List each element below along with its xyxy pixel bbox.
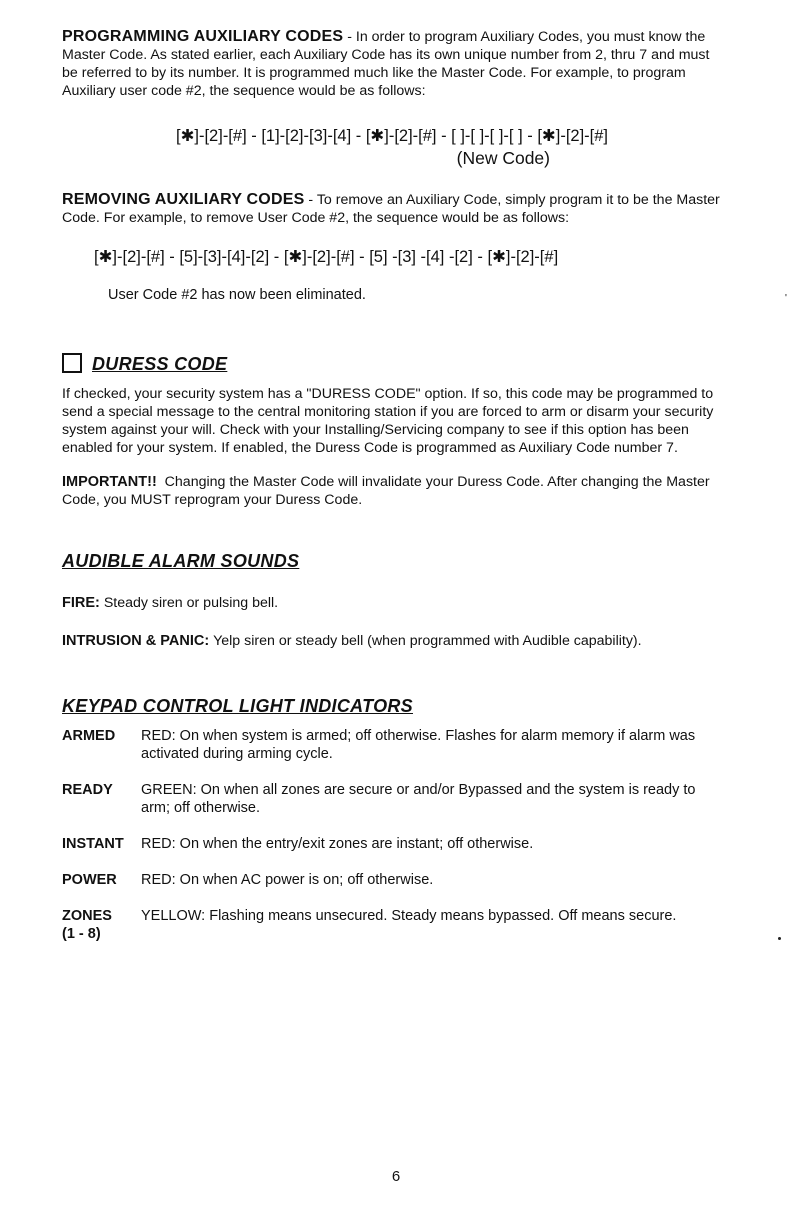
programming-title: PROGRAMMING AUXILIARY CODES (62, 28, 344, 45)
fire-line (62, 594, 722, 612)
removal-note: User Code #2 has now been eliminated. (108, 287, 366, 303)
removing-title: REMOVING AUXILIARY CODES (62, 191, 305, 208)
duress-body: If checked, your security system has a "DURESS CODE" option. If so, this code may be programmed to send a special message to the central monitoring station if you are forced to arm or disarm your security system against your will. Check with your Installing/Servicing company to see if this option has been enabled for your system. If enabled, the Duress Code is programmed as Auxiliary Code number 7. (62, 386, 714, 456)
programming-sequence: [✱]-[2]-[#] - [1]-[2]-[3]-[4] - [✱]-[2]-[#] - [ ]-[ ]-[ ]-[ ] - [✱]-[2]-[#] (175, 127, 609, 145)
removing-body: To remove an Auxiliary Code, simply program it to be the Master Code. For example, to remove User Code #2, the sequence would be as follows: (62, 192, 720, 226)
margin-mark: ' (785, 293, 787, 304)
indicator-desc: RED: On when AC power is on; off otherwise. (141, 872, 434, 888)
indicator-term: ZONES (1 - 8) (62, 907, 141, 943)
intrusion-line (62, 632, 722, 650)
indicator-term: POWER (62, 872, 117, 888)
indicator-term: ARMED (62, 728, 116, 744)
removing-sequence: [✱]-[2]-[#] - [5]-[3]-[4]-[2] - [✱]-[2]-[#] - [5] -[3] -[4] -[2] - [✱]-[2]-[#] (94, 248, 559, 266)
page-number: 6 (391, 1168, 401, 1185)
indicator-instant (62, 835, 722, 853)
important-paragraph (62, 473, 722, 509)
indicator-desc: GREEN: On when all zones are secure or and/or Bypassed and the system is ready to arm; off otherwise. (141, 782, 696, 816)
indicator-zones (62, 907, 722, 943)
indicator-ready (62, 781, 722, 817)
indicator-power (62, 871, 722, 889)
intrusion-text: Yelp siren or steady bell (when programmed with Audible capability). (213, 633, 642, 649)
programming-paragraph: PROGRAMMING AUXILIARY CODES - In order to program Auxiliary Codes, you must know the Master Code. As stated earlier, each Auxiliary Code has its own unique number from 2, thru 7 and must be referred to by its number. It is programmed much like the Master Code. For example, to program Auxiliary user code #2, the sequence would be as follows: (62, 28, 710, 99)
important-label: IMPORTANT!! (62, 474, 157, 490)
zones-range: (1 - 8) (62, 926, 101, 942)
indicator-term: READY (62, 782, 113, 798)
keypad-heading: KEYPAD CONTROL LIGHT INDICATORS (62, 696, 413, 716)
intrusion-label: INTRUSION & PANIC: (62, 633, 210, 649)
margin-dot (778, 937, 781, 940)
indicator-term: INSTANT (62, 836, 124, 852)
programming-body: In order to program Auxiliary Codes, you must know the Master Code. As stated earlier, each Auxiliary Code has its own unique number from 2, thru 7 and must be referred to by its number. It is programmed much like the Master Code. For example, to program Auxiliary user code #2, the sequence would be as follows: (62, 29, 710, 99)
duress-heading: DURESS CODE (62, 353, 722, 375)
checkbox-icon (62, 353, 82, 373)
removing-paragraph: REMOVING AUXILIARY CODES - To remove an Auxiliary Code, simply program it to be the Master Code. For example, to remove User Code #2, the sequence would be as follows: (62, 191, 720, 226)
new-code-label: (New Code) (456, 148, 550, 168)
fire-text: Steady siren or pulsing bell. (103, 595, 279, 611)
indicator-desc: RED: On when the entry/exit zones are instant; off otherwise. (141, 836, 534, 852)
fire-label: FIRE: (62, 595, 100, 611)
indicator-desc: RED: On when system is armed; off otherwise. Flashes for alarm memory if alarm was activated during arming cycle. (141, 728, 696, 762)
audible-heading: AUDIBLE ALARM SOUNDS (62, 551, 300, 571)
indicator-armed (62, 727, 722, 763)
manual-page (62, 28, 722, 943)
indicator-desc: YELLOW: Flashing means unsecured. Steady means bypassed. Off means secure. (141, 908, 677, 924)
important-body: Changing the Master Code will invalidate your Duress Code. After changing the Master Code, you MUST reprogram your Duress Code. (62, 474, 710, 508)
